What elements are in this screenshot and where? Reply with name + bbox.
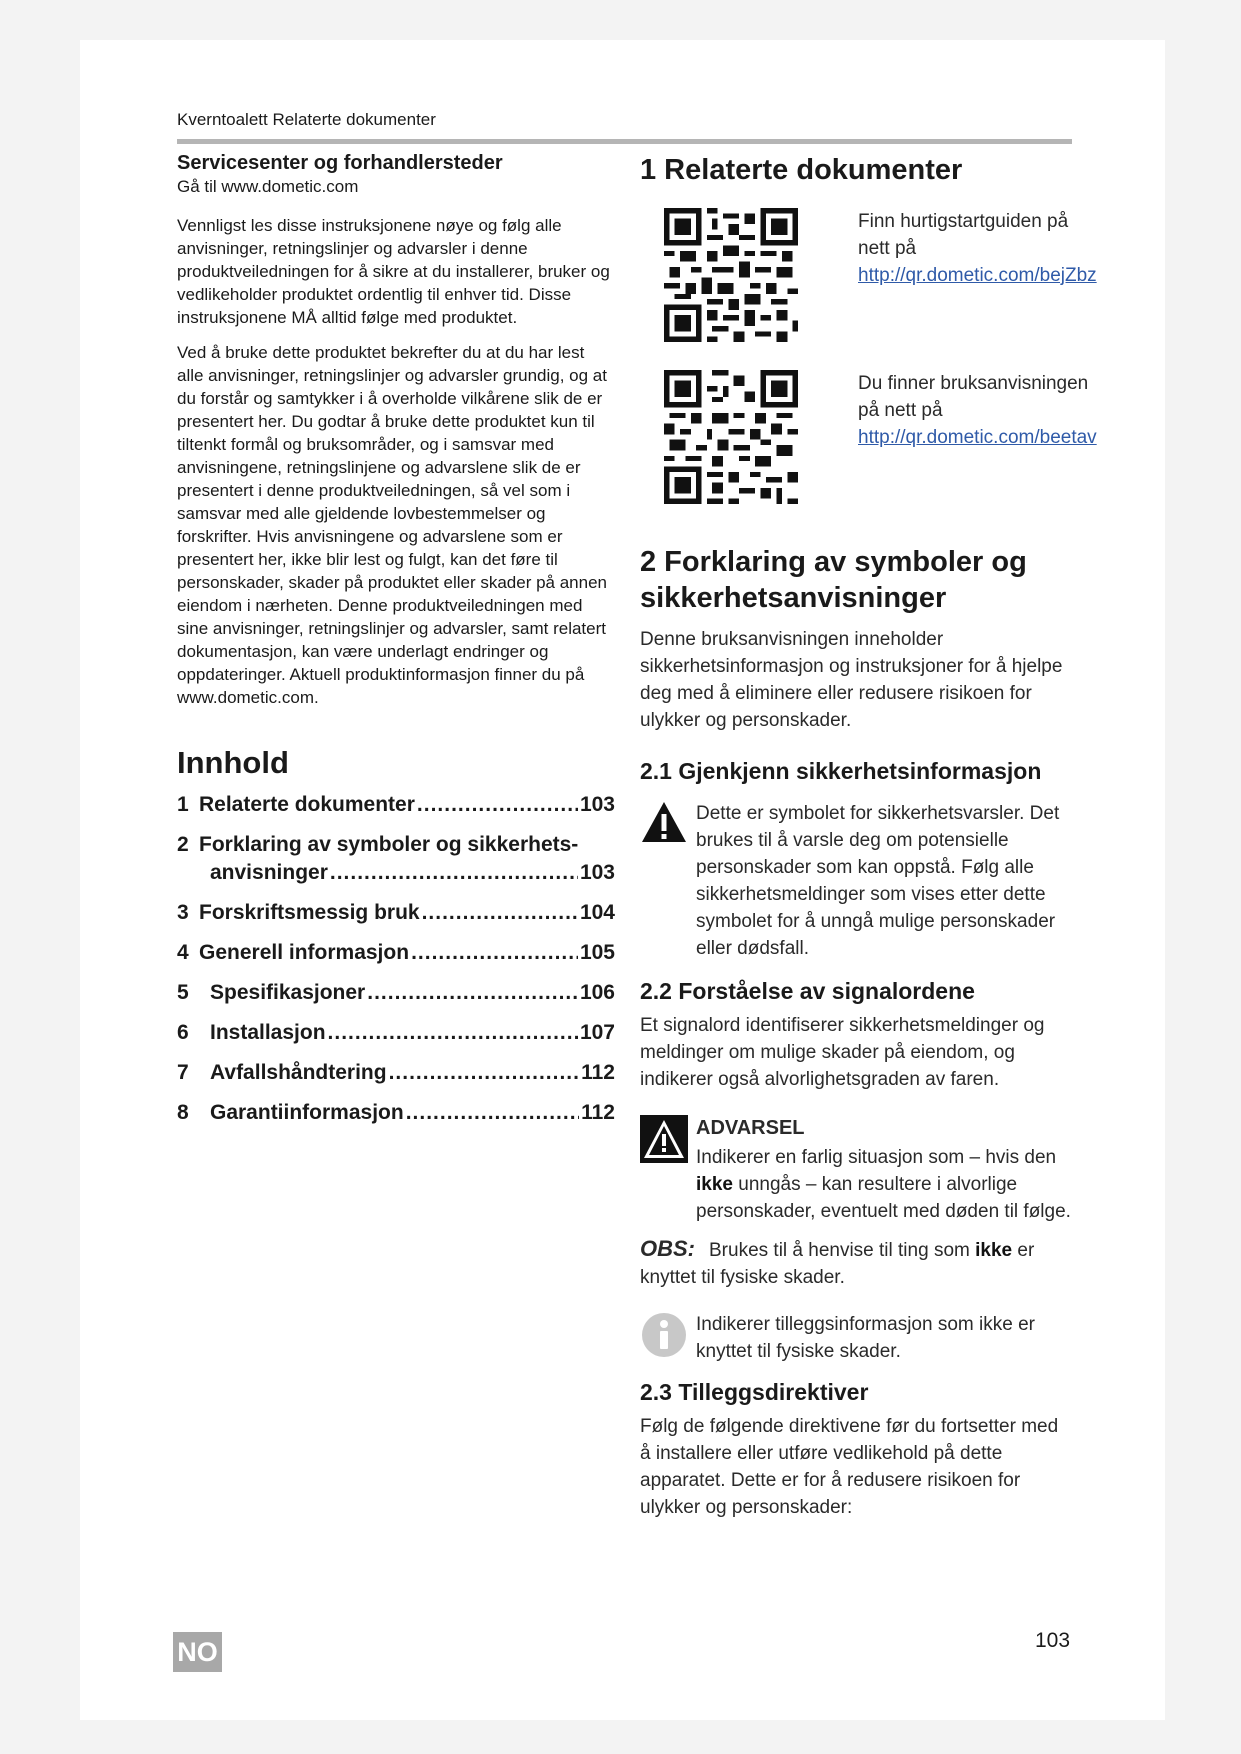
right-column [640, 152, 1097, 1521]
page-number: 103 [1035, 1629, 1071, 1652]
disclaimer-paragraph: Ved å bruke dette produktet bekrefter du at du har lest alle anvisninger, retningslinjer og advarsler grundig, og at du forstår og samtykker i å overholde vilkårene slik de er presentert her. Du godtar å bruke dette produktet kun til tiltenkt formål og bruksområder, og i samsvar med anvisningene, retningslinjene og advarslene slik de er presentert i denne produktveiledningen, så vel som i samsvar med alle gjeldende lovbestemmelser og forskrifter. Hvis anvisningene og advarslene som er presentert her, ikke blir lest og fulgt, kan det føre til personskader, skader på produktet eller skader på annen eiendom i nærheten. Denne produktveiledningen med sine anvisninger, retningslinjer og advarsler, samt relatert dokumentasjon, kan være underlagt endringer og oppdateringer. Aktuell produktinformasjon finner du på www.dometic.com. [177, 343, 607, 707]
breadcrumb: Kverntoalett Relaterte dokumenter [177, 110, 436, 129]
obs-note: OBS: Brukes til å henvise til ting som ikke er knyttet til fysiske skader. [640, 1236, 1035, 1288]
advarsel-label: ADVARSEL [696, 1117, 805, 1139]
safety-alert-row [640, 800, 1072, 962]
section-2-2-body: Et signalord identifiserer sikkerhetsmeldinger og meldinger om mulige skader på eiendom, og indikerer også alvorlighetsgraden av faren. [640, 1015, 1045, 1090]
header-rule [177, 139, 1072, 144]
service-url: Gå til www.dometic.com [177, 177, 359, 196]
toc-entry[interactable]: 1 Relaterte dokumenter ..... 103 [177, 791, 615, 819]
qr-caption: Finn hurtigstartguiden på nett på http://qr.dometic.com/bejZbz [858, 211, 1097, 286]
manual-link[interactable]: http://qr.dometic.com/beetav [858, 427, 1097, 448]
toc-entry[interactable]: 3 Forskriftsmessig bruk ..... 104 [177, 899, 615, 927]
safety-alert-text: Dette er symbolet for sikkerhetsvarsler. Det brukes til å varsle deg om potensielle personskader som kan oppstå. Følg alle sikkerhetsmeldinger som vises etter dette symbolet for å unngå mulige personskader eller dødsfall. [696, 803, 1060, 959]
toc-entry[interactable]: 5 Spesifikasjoner ..... 106 [177, 979, 615, 1007]
info-text: Indikerer tilleggsinformasjon som ikke er knyttet til fysiske skader. [696, 1314, 1035, 1362]
section-2-2-title: 2.2 Forståelse av signalordene [640, 978, 975, 1004]
qr-code-icon [664, 208, 798, 342]
section-1-title: 1 Relaterte dokumenter [640, 154, 963, 186]
language-badge: NO [173, 1632, 222, 1672]
warning-box-icon [640, 1115, 688, 1163]
toc-entry[interactable]: 7 Avfallshåndtering ..... 112 [177, 1059, 615, 1087]
section-2-3-body: Følg de følgende direktivene før du fortsetter med å installere eller utføre vedlikehold på dette apparatet. Dette er for å redusere risikoen for ulykker og personskader: [640, 1416, 1059, 1518]
toc-entry[interactable]: 2 Forklaring av symboler og sikkerhets- anvisninger ..... 103 [177, 831, 615, 887]
toc-entry[interactable]: 6 Installasjon ..... 107 [177, 1019, 615, 1047]
toc-title: Innhold [177, 745, 289, 780]
qr-block-quickstart [640, 208, 1097, 342]
toc-entry[interactable]: 4 Generell informasjon ..... 105 [177, 939, 615, 967]
left-column [177, 152, 615, 1139]
intro-paragraph: Vennligst les disse instruksjonene nøye og følg alle anvisninger, retningslinjer og advarsler i denne produktveiledningen for å sikre at du installerer, bruker og vedlikeholder produktet ordentlig til enhver tid. Disse instruksjonene MÅ alltid følge med produktet. [177, 216, 610, 327]
warning-triangle-icon [640, 800, 688, 844]
advarsel-text: ADVARSEL Indikerer en farlig situasjon som – hvis den ikke unngås – kan resultere i alvorlige personskader, eventuelt med døden til følge. [696, 1117, 1071, 1222]
qr-code-icon [664, 370, 798, 504]
qr-block-manual [640, 370, 1097, 504]
obs-label: OBS: [640, 1236, 695, 1261]
info-icon [640, 1311, 688, 1359]
section-2-1-title: 2.1 Gjenkjenn sikkerhetsinformasjon [640, 758, 1042, 784]
service-title: Servicesenter og forhandlersteder [177, 152, 503, 174]
section-2-body: Denne bruksanvisningen inneholder sikkerhetsinformasjon og instruksjoner for å hjelpe deg med å eliminere eller redusere risikoen for ulykker og personskader. [640, 629, 1063, 731]
section-2-title: 2 Forklaring av symboler og sikkerhetsanvisninger [640, 546, 1027, 614]
qr-caption: Du finner bruksanvisningen på nett på http://qr.dometic.com/beetav [858, 373, 1097, 448]
advarsel-row [640, 1115, 1072, 1225]
section-2-3-title: 2.3 Tilleggsdirektiver [640, 1379, 869, 1405]
info-row [640, 1311, 1072, 1365]
toc-entry[interactable]: 8 Garantiinformasjon ..... 112 [177, 1099, 615, 1127]
quickstart-link[interactable]: http://qr.dometic.com/bejZbz [858, 265, 1097, 286]
